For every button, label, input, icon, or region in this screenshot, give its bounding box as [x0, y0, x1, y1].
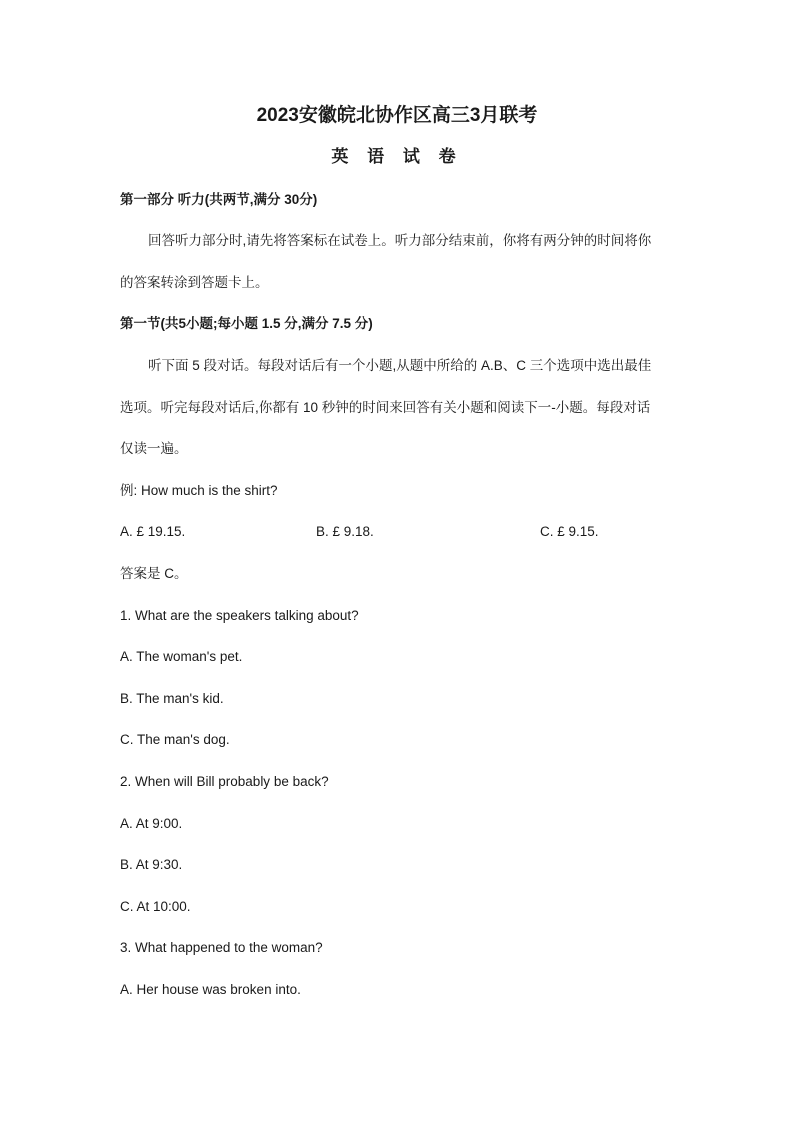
- question-1: 1. What are the speakers talking about?: [120, 608, 359, 623]
- part1-heading: 第一部分 听力(共两节,满分 30分): [120, 192, 318, 207]
- question-3-option-a: A. Her house was broken into.: [120, 982, 301, 997]
- exam-subtitle: 英 语 试 卷: [331, 147, 463, 166]
- exam-title: 2023安徽皖北协作区高三3月联考: [256, 105, 538, 126]
- example-answer: 答案是 C。: [120, 566, 188, 581]
- example-options-row: [120, 523, 680, 541]
- question-2: 2. When will Bill probably be back?: [120, 774, 329, 789]
- question-2-option-a: A. At 9:00.: [120, 816, 183, 831]
- question-1-option-b: B. The man's kid.: [120, 691, 224, 706]
- example-option-b: B. £ 9.18.: [316, 524, 374, 539]
- part1-instructions-line2: 的答案转涂到答题卡上。: [120, 275, 269, 290]
- example-option-c: C. £ 9.15.: [540, 524, 599, 539]
- question-3: 3. What happened to the woman?: [120, 940, 323, 955]
- section1-line3: 仅读一遍。: [120, 441, 188, 456]
- question-2-option-c: C. At 10:00.: [120, 899, 191, 914]
- example-question: 例: How much is the shirt?: [120, 483, 278, 498]
- section1-heading: 第一节(共5小题;每小题 1.5 分,满分 7.5 分): [120, 316, 373, 331]
- section1-line2: 选项。听完每段对话后,你都有 10 秒钟的时间来回答有关小题和阅读下一-小题。每段对话: [120, 400, 651, 415]
- question-2-option-b: B. At 9:30.: [120, 857, 183, 872]
- example-option-a: A. £ 19.15.: [120, 524, 186, 539]
- part1-instructions-line1: 回答听力部分时,请先将答案标在试卷上。听力部分结束前，你将有两分钟的时间将你: [148, 233, 652, 248]
- question-1-option-a: A. The woman's pet.: [120, 649, 243, 664]
- question-1-option-c: C. The man's dog.: [120, 732, 230, 747]
- section1-line1: 听下面 5 段对话。每段对话后有一个小题,从题中所给的 A.B、C 三个选项中选出最佳: [148, 358, 652, 373]
